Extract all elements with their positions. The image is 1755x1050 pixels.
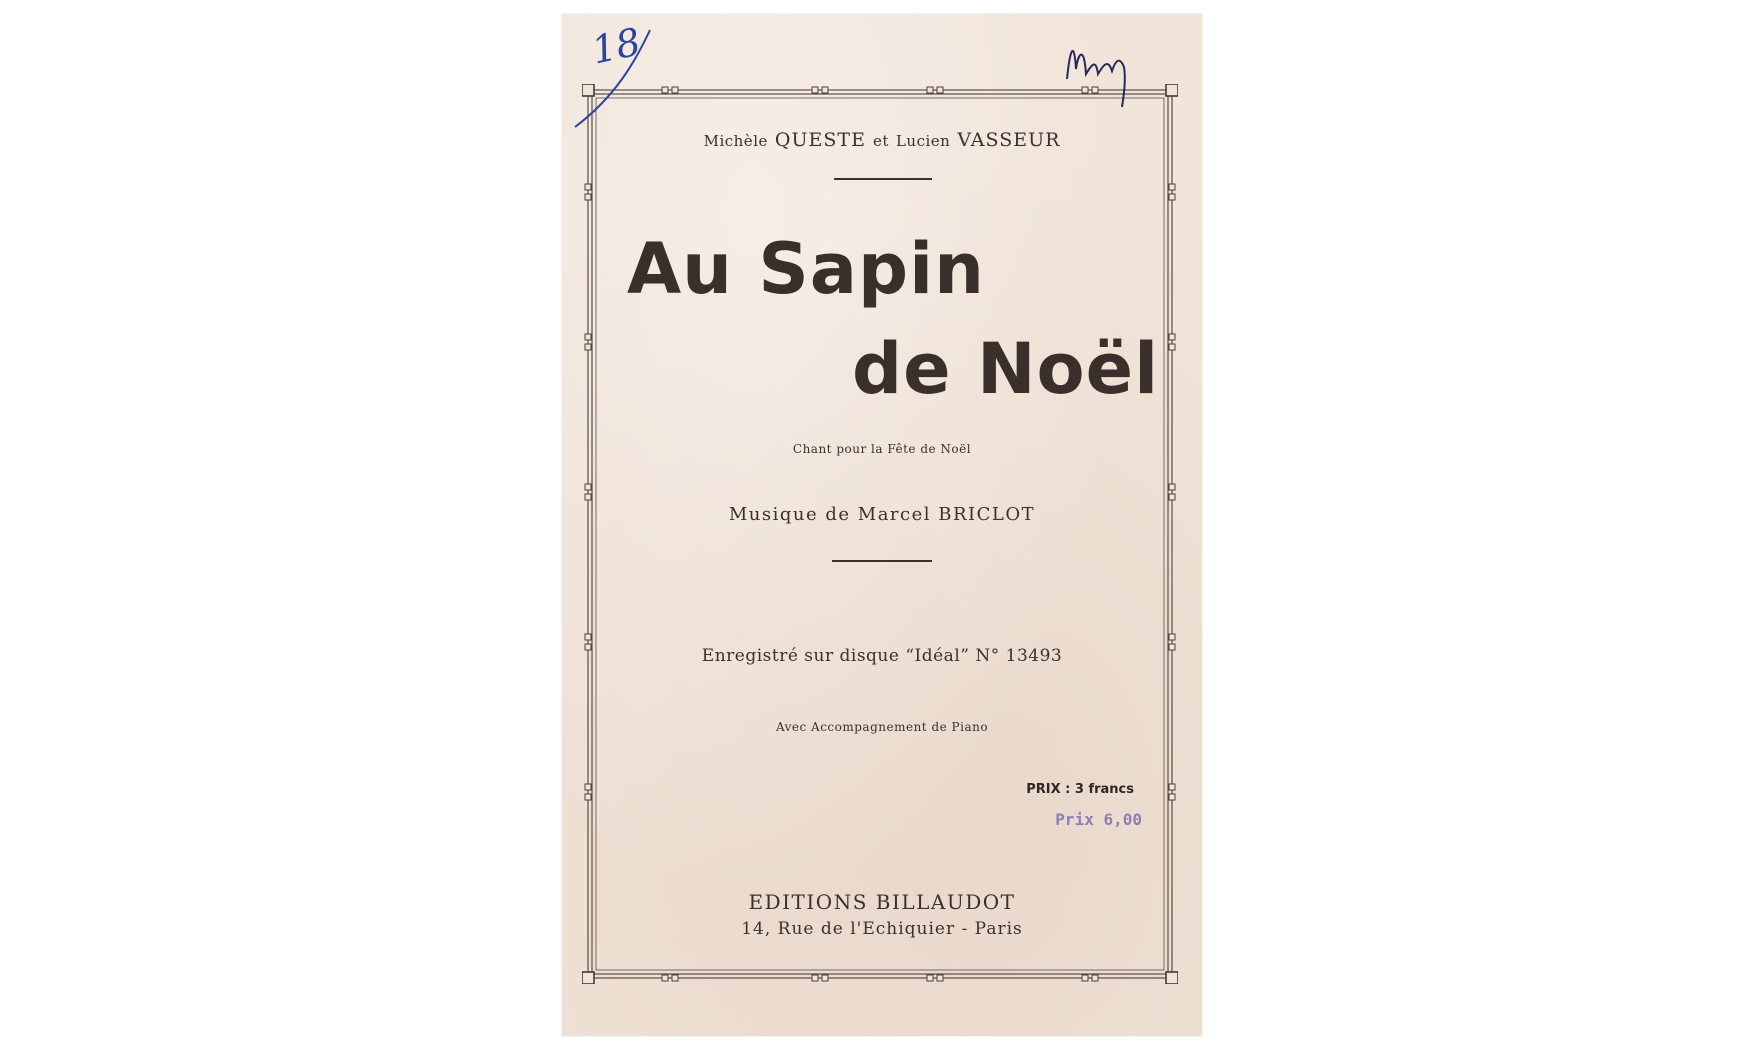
publisher-address: 14, Rue de l'Echiquier - Paris — [741, 919, 1023, 939]
author-1-first-name: Michèle — [703, 132, 768, 150]
publisher-name: EDITIONS BILLAUDOT — [748, 890, 1016, 914]
handwritten-signature — [1062, 29, 1162, 109]
stamped-price: Prix 6,00 — [1055, 810, 1142, 829]
title-line-2: de Noël — [852, 328, 1160, 410]
sheet-music-cover — [562, 14, 1202, 1036]
accompaniment-note: Avec Accompagnement de Piano — [775, 720, 989, 734]
printed-price: PRIX : 3 francs — [1026, 782, 1134, 797]
author-1-last-name: QUESTE — [774, 129, 866, 151]
border-svg — [582, 84, 1178, 984]
author-2-first-name: Lucien — [895, 132, 951, 150]
handwritten-number: 18 — [587, 19, 645, 73]
decorative-border — [582, 84, 1178, 984]
authors-line — [562, 129, 1202, 151]
pen-stroke-left — [570, 22, 660, 132]
music-credit: Musique de Marcel BRICLOT — [728, 504, 1036, 525]
authors-conjunction: et — [873, 132, 889, 150]
recording-info: Enregistré sur disque “Idéal” N° 13493 — [701, 646, 1063, 666]
divider-bottom — [832, 560, 932, 562]
author-2-last-name: VASSEUR — [957, 129, 1061, 151]
title-line-1: Au Sapin — [627, 228, 985, 310]
subtitle: Chant pour la Fête de Noël — [792, 442, 972, 456]
divider-top — [834, 178, 932, 180]
